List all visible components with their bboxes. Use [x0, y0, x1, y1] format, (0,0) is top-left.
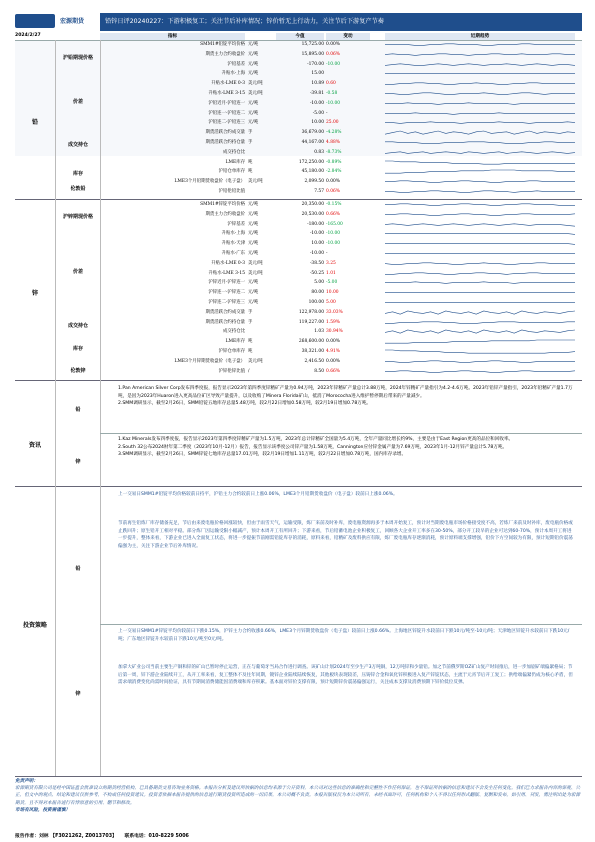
table-row — [100, 260, 582, 267]
row-value: 5.00 — [314, 280, 324, 286]
table-row — [100, 368, 582, 375]
strategy-zinc-label: 锌 — [75, 691, 81, 697]
row-name: 沪锌近月-沪锌连一 — [208, 280, 245, 286]
strategy-zinc-p2: 加拿大矿业公司当前主要生产铜和锌的矿山已暂时停止运营，正在与葡萄牙当局合作进行调查。该矿山计划2024年至少生产3万吨铜，12万吨锌和少量铅。加之节前俄罗斯OZ矿山复产时间推后，进一步加剧矿端偏紧格局；节后第一周，锌下游企业陆续开工，从开工率来看，复工整体不及往年同期，镀锌企业陆续陆续恢复，其他板块表现较差，压铸锌合金和氧化锌积极进入复产锌锭状态，主流于元宵节后开工复工；供给端偏紧仍成为核心矛盾，但需求端消费变化尚需时间验证，具有节期间消费储能因消费端和库存积累。基本面对锌价支撑有限，预计短期锌价震荡偏强运行，关注成本支撑及消费预期下锌价低位反弹。 — [118, 665, 573, 686]
trend-sparkline — [385, 120, 575, 125]
table-row — [100, 338, 582, 345]
trend-sparkline — [385, 271, 575, 276]
trend-sparkline — [385, 81, 575, 86]
trend-sparkline — [385, 71, 575, 76]
trend-sparkline — [385, 160, 575, 165]
trend-sparkline — [385, 300, 575, 305]
row-name: 升贴水-LME 3-15 — [208, 270, 245, 276]
table-row — [100, 270, 582, 277]
trend-sparkline — [385, 222, 575, 227]
trend-sparkline — [385, 359, 575, 364]
row-name: 期货主力合约收盘价 — [205, 51, 245, 57]
row-value: -39.81 — [309, 91, 324, 96]
trend-line — [385, 223, 575, 225]
trend-sparkline — [385, 101, 575, 106]
row-name: 升贴水-LME 0-3 — [211, 260, 245, 266]
trend-sparkline — [385, 290, 575, 295]
row-name: 沪铅连二-沪铅连三 — [208, 120, 245, 126]
trend-line — [385, 282, 575, 284]
row-unit: 元/吨 — [248, 251, 259, 256]
lead-group-stock: 库存 — [72, 171, 83, 177]
row-change: - — [326, 251, 328, 256]
row-unit: 元/吨 — [248, 42, 259, 47]
table-row — [100, 110, 582, 117]
trend-line — [385, 311, 575, 314]
table-row — [100, 139, 582, 146]
trend-line — [385, 340, 575, 343]
row-change: 4.88% — [326, 140, 340, 145]
disclaimer-body: 宏源期货有限公司是经中国证监会批准设立的期货经营机构，已具备期货交易咨询业务资格。本报告分析及建议所依据的信息均来源于公开资料，本公司对这些信息的准确性和完整性不作任何保证，也不保证所依据的信息和建议不会发生任何变化。我们已力求报告内容的客观、公正，但文中的观点、结论和建议仅供参考，不构成任何投资建议。投资者依据本报告提供的信息进行期货投资所造成的一切后果，本公司概不负责。本报告版权仅为本公司所有，未经书面许可，任何机构和个人不得以任何形式翻版、复制和发布。如引用、刊发，需注明出处为宏源期货，且不得对本报告进行有悖原意的引用、删节和修改。 — [15, 786, 581, 806]
row-value: -170.00 — [307, 61, 324, 67]
row-value: 15.00 — [311, 71, 324, 77]
trend-sparkline — [385, 310, 575, 315]
row-value: 7.57 — [314, 189, 324, 194]
table-row — [100, 129, 582, 136]
row-name: LME3个月锌期货收盘价（电子盘） — [174, 358, 245, 364]
trend-sparkline — [385, 369, 575, 374]
trend-line — [385, 152, 575, 154]
trend-line — [385, 131, 575, 134]
row-unit: 手 — [248, 140, 253, 145]
col-today: 今值 — [276, 33, 324, 40]
row-change: 10.00 — [326, 290, 339, 296]
row-unit: 元/吨 — [248, 231, 259, 237]
trend-sparkline — [385, 241, 575, 246]
table-row — [100, 299, 582, 306]
report-title-banner: 铅锌日评20240227：下游积极复工；关注节后补库情况；锌价暂无上行动力，关注节后下游复产节奏 — [100, 13, 582, 31]
row-value: 15,725.00 — [301, 42, 324, 47]
row-unit: 元/吨 — [248, 280, 259, 286]
trend-line — [385, 321, 575, 323]
row-value: 119,227.00 — [298, 319, 324, 325]
trend-line — [385, 83, 575, 85]
lead-group-volume: 成交持仓 — [67, 142, 88, 148]
row-value: 20,350.00 — [301, 202, 324, 207]
row-name: 期货活跃合约成交量 — [205, 309, 245, 315]
trend-sparkline — [385, 169, 575, 174]
trend-sparkline — [385, 91, 575, 96]
row-unit: 元/吨 — [248, 51, 259, 57]
table-row — [100, 149, 582, 156]
trend-sparkline — [385, 320, 575, 325]
row-unit: 元/吨 — [248, 71, 259, 77]
row-unit: 吨 — [248, 169, 253, 175]
row-value: 36,679.00 — [301, 130, 324, 136]
row-value: 10.00 — [311, 120, 324, 126]
table-row — [100, 168, 582, 175]
row-name: 沪铅近月-沪铅连一 — [208, 100, 245, 106]
row-change: 25.00 — [326, 120, 339, 126]
row-unit: 手 — [248, 319, 253, 325]
trend-line — [385, 170, 575, 173]
row-change: 1.59% — [326, 319, 340, 325]
row-unit: 元/吨 — [248, 211, 259, 217]
row-change: -0.15% — [326, 202, 342, 207]
trend-sparkline — [385, 339, 575, 344]
row-unit: 手 — [248, 130, 253, 136]
table-row — [100, 41, 582, 48]
row-unit: 美元/吨 — [248, 91, 263, 96]
divider — [100, 433, 582, 434]
row-value: -5.00 — [312, 110, 324, 116]
row-name: 期货活跃合约成交量 — [205, 130, 245, 136]
divider — [15, 776, 582, 777]
row-name: 成交持仓比 — [223, 329, 245, 335]
row-unit: 元/吨 — [248, 120, 259, 126]
row-unit: 美元/吨 — [248, 260, 263, 266]
row-value: 20,530.00 — [301, 211, 324, 217]
row-name: 升贴水-广东 — [221, 251, 245, 256]
row-unit: 元/吨 — [248, 110, 259, 116]
row-value: 44,167.00 — [301, 140, 324, 145]
row-value: 80.00 — [311, 290, 324, 296]
row-unit: 元/吨 — [248, 290, 259, 296]
disclaimer — [15, 778, 582, 814]
trend-sparkline — [385, 329, 575, 334]
lead-group-futures: 沪铅期现价格 — [62, 55, 93, 61]
row-change: -10.00 — [326, 231, 341, 237]
column-divider — [100, 40, 101, 776]
col-change: 变动 — [326, 33, 370, 40]
row-value: -10.00 — [309, 251, 324, 256]
trend-line — [385, 191, 575, 193]
table-row — [100, 348, 582, 355]
trend-line — [385, 112, 575, 114]
row-change: 0.06% — [326, 51, 340, 57]
row-change: 30.94% — [326, 329, 343, 335]
row-value: 0.83 — [314, 149, 324, 155]
row-change: -10.00 — [326, 100, 341, 106]
row-name: LME库存 — [225, 159, 245, 165]
lead-group-spread: 价差 — [72, 99, 83, 105]
row-name: 升贴水-天津 — [221, 241, 245, 247]
row-value: -10.00 — [309, 100, 324, 106]
table-row — [100, 319, 582, 326]
row-name: 沪锌基差 — [227, 221, 245, 227]
row-name: 升贴水-上海 — [221, 71, 245, 77]
table-row — [100, 70, 582, 77]
row-unit: 美元/吨 — [248, 270, 263, 276]
contact-phone: 联系电话：010-8229 5006 — [124, 834, 189, 839]
report-header — [0, 0, 595, 32]
table-row — [100, 119, 582, 126]
table-row — [100, 250, 582, 257]
row-name: 沪锌伦锌比值 — [218, 368, 245, 374]
trend-line — [385, 161, 575, 164]
row-unit: 吨 — [248, 349, 253, 354]
row-name: 升贴水-LME 3-15 — [208, 91, 245, 96]
table-row — [100, 90, 582, 97]
table-row — [100, 230, 582, 237]
trend-line — [385, 234, 575, 235]
row-value: 15,895.00 — [301, 51, 324, 57]
lead-group-ratio: 伦敦铅 — [70, 186, 86, 192]
trend-line — [385, 181, 575, 183]
row-value: 2,099.50 — [304, 179, 324, 185]
trend-sparkline — [385, 62, 575, 67]
row-unit: 元/吨 — [248, 100, 259, 106]
row-unit: 美元/吨 — [248, 358, 263, 364]
trend-line — [385, 103, 575, 105]
table-row — [100, 100, 582, 107]
trend-sparkline — [385, 212, 575, 217]
row-change: 0.00% — [326, 339, 340, 345]
row-value: 172,250.00 — [298, 159, 324, 165]
trend-line — [385, 350, 575, 353]
row-change: -2.84% — [326, 169, 342, 175]
news-zinc-label: 锌 — [75, 459, 81, 465]
news-section-label: 资讯 — [28, 442, 41, 449]
row-name: 沪锌仓单库存 — [218, 349, 245, 354]
row-unit: 元/吨 — [248, 241, 259, 247]
row-value: -38.50 — [309, 260, 324, 266]
row-change: 33.03% — [326, 309, 343, 315]
row-name: 成交持仓比 — [223, 149, 245, 155]
analyst-line — [15, 832, 189, 839]
row-name: LME库存 — [225, 339, 245, 345]
lead-section-label: 铅 — [31, 119, 38, 126]
row-change: 0.66% — [326, 211, 340, 217]
zinc-group-volume: 成交持仓 — [67, 323, 88, 329]
table-row — [100, 178, 582, 185]
trend-line — [385, 244, 575, 245]
table-row — [100, 188, 582, 195]
trend-sparkline — [385, 349, 575, 354]
row-value: 2,416.50 — [304, 358, 324, 364]
row-unit: 美元/吨 — [248, 81, 263, 87]
row-change: -165.00 — [326, 221, 343, 227]
disclaimer-title: 免责声明： — [15, 779, 38, 784]
row-value: 10.89 — [311, 81, 324, 87]
news-lead-label: 铅 — [75, 407, 81, 413]
row-change: 0.06% — [326, 189, 340, 194]
row-name: 期货活跃合约持仓量 — [205, 319, 245, 325]
row-change: 0.00% — [326, 358, 340, 364]
trend-sparkline — [385, 261, 575, 266]
trend-line — [385, 263, 575, 265]
divider — [100, 624, 582, 625]
zinc-group-futures: 沪锌期现价格 — [62, 214, 93, 220]
row-value: -50.25 — [309, 270, 324, 276]
row-name: 升贴水-LME 0-3 — [211, 81, 245, 87]
zinc-section-label: 锌 — [31, 290, 38, 297]
table-row — [100, 221, 582, 228]
trend-sparkline — [385, 280, 575, 285]
row-unit: 元/吨 — [248, 61, 259, 67]
row-name: SMM1#锌锭平均价格 — [200, 202, 245, 207]
row-value: 1.03 — [314, 329, 324, 335]
col-indicator: 指标 — [100, 33, 245, 40]
row-unit: / — [248, 368, 250, 374]
row-change: 4.91% — [326, 349, 340, 354]
row-unit: 元/吨 — [248, 202, 259, 207]
row-change: -10.00 — [326, 61, 341, 67]
trend-line — [385, 272, 575, 274]
zinc-group-ratio: 伦敦锌 — [70, 368, 86, 374]
row-change: -10.00 — [326, 241, 341, 247]
table-row — [100, 279, 582, 286]
table-row — [100, 309, 582, 316]
trend-sparkline — [385, 150, 575, 155]
table-row — [100, 159, 582, 166]
row-unit: 吨 — [248, 159, 253, 165]
row-change: -0.89% — [326, 159, 342, 165]
news-lead-text: 1.Pan American Silver Corp发布四季度报，报告显示2023年第四季度锌精矿产量为0.94万吨，2023年锌精矿产量总计3.88万吨，2024年锌精矿产量指引为4.2-4.6万吨。2023年铅锌产量指引，2023年铅精矿产量1.7万吨，是因为2023年Huaron进入更高品位矿区导致产量提升，以及收购了Minera Florida矿山，抵消了Morococha进入维护暂停期后带来的产量减少。 2.SMM调研显示，截至2月26日，SMM铅锭五地库存总量5.48万吨，较2月22日增加0.58万吨，较2月19日增加0.78万吨。 — [118, 386, 573, 407]
trend-sparkline — [385, 179, 575, 184]
row-change: 1.01 — [326, 270, 336, 276]
row-value: 38,321.00 — [301, 349, 324, 354]
row-name: 期货主力合约收盘价 — [205, 211, 245, 217]
table-row — [100, 61, 582, 68]
trend-line — [385, 370, 575, 372]
table-row — [100, 211, 582, 218]
trend-sparkline — [385, 130, 575, 135]
trend-sparkline — [385, 52, 575, 57]
row-name: 期货活跃合约持仓量 — [205, 140, 245, 145]
row-change: -8.73% — [326, 149, 342, 155]
row-change: 0.66% — [326, 368, 340, 374]
trend-sparkline — [385, 202, 575, 207]
row-value: 100.00 — [308, 300, 324, 305]
table-row — [100, 201, 582, 208]
zinc-group-spread: 价差 — [72, 269, 83, 275]
table-row — [100, 328, 582, 335]
row-change: - — [326, 110, 328, 116]
strategy-lead-p1: 上一交易日SMM1#铅锭平均价格较前日持平，沪铅主力合约较前日上涨0.06%，LME3个月铅期货收盘价（电子盘）较前日上涨0.06%。 — [118, 492, 398, 497]
row-value: 10.00 — [311, 241, 324, 247]
row-unit: 手 — [248, 309, 253, 315]
row-name: 沪铅连一-沪铅连二 — [208, 110, 245, 116]
logo-text: 宏源期货 — [60, 18, 85, 25]
trend-line — [385, 122, 575, 124]
table-row — [100, 240, 582, 247]
strategy-section-label: 投资策略 — [22, 622, 47, 629]
row-name: 沪铅仓单库存 — [218, 169, 245, 175]
row-value: -180.00 — [307, 221, 324, 227]
trend-sparkline — [385, 111, 575, 116]
trend-sparkline — [385, 251, 575, 256]
trend-line — [385, 214, 575, 216]
trend-sparkline — [385, 140, 575, 145]
strategy-zinc-p1: 上一交易日SMM1#锌锭平均价较前日下跌0.15%，沪锌主力合约收涨0.66%，LME3个月锌期货收盘价（电子盘）较前日上涨0.66%。上海地区锌锭升水较前日下跌10元/吨至-10元/吨；天津地区锌锭升水较前日下跌10元/吨；广东地区锌锭升水较前日下跌10元/吨至0元/吨。 — [118, 629, 570, 642]
row-value: 8.50 — [314, 368, 324, 374]
row-unit: 元/吨 — [248, 221, 259, 227]
table-row — [100, 51, 582, 58]
trend-line — [385, 63, 575, 65]
table-row — [100, 358, 582, 365]
row-change: 0.00% — [326, 179, 340, 185]
row-value: 122,978.00 — [298, 309, 324, 315]
row-name: 沪铅基差 — [227, 61, 245, 67]
table-row — [100, 289, 582, 296]
row-name: 沪锌连二-沪锌连三 — [208, 300, 245, 305]
analyst-name: 报告作者：刘林 — [15, 834, 49, 839]
row-change: 0.00% — [326, 42, 340, 47]
row-change: 0.60 — [326, 81, 336, 87]
trend-line — [385, 54, 575, 56]
strategy-lead-label: 铅 — [75, 566, 81, 572]
row-name: 沪铅伦铅比值 — [218, 189, 245, 194]
trend-line — [385, 361, 575, 363]
trend-line — [385, 93, 575, 95]
zinc-group-stock: 库存 — [72, 346, 83, 352]
analyst-id: 【F3021262, Z0013703】 — [50, 834, 117, 839]
row-unit: 元/吨 — [248, 300, 259, 305]
row-name: LME3个月铅期货收盘价（电子盘） — [174, 179, 245, 185]
trend-line — [385, 204, 575, 206]
trend-line — [385, 142, 575, 144]
row-change: 5.00 — [326, 300, 336, 305]
row-name: 沪锌连一-沪锌连二 — [208, 290, 245, 296]
col-trend: 近期趋势 — [385, 33, 575, 40]
trend-line — [385, 44, 575, 46]
row-unit: 美元/吨 — [248, 179, 263, 185]
row-change: 3.25 — [326, 260, 336, 266]
row-name: SMM1#铅锭平均价格 — [200, 42, 245, 47]
row-unit: 吨 — [248, 339, 253, 345]
trend-sparkline — [385, 42, 575, 47]
trend-line — [385, 330, 575, 333]
trend-sparkline — [385, 231, 575, 236]
risk-note: 市场有风险，投资需谨慎！ — [15, 807, 71, 813]
trend-sparkline — [385, 189, 575, 194]
row-name: 升贴水-上海 — [221, 231, 245, 237]
row-value: -10.00 — [309, 231, 324, 237]
row-change: -5.00 — [326, 280, 338, 286]
news-zinc-text: 1.Kaz Minerals发布四季度报，报告显示2023年第四季度锌精矿产量为1.5万吨，2023年总计锌精矿全国量为5.4万吨，全年产量同比增长约9%，主要是由于East Region更高的品位和回收率。 2.South 32公布2024财年第二季度（2023年10月-12月）报告，报告显示该季度公司锌产量为1.58万吨，Cannington应付锌金属产量为7.69万吨，2023年1月-12月锌产量总计5.78万吨。 3.SMM调研显示，截至2月26日，SMM锌锭七地库存总量17.01万吨，较2月19日增加1.11万吨，较2月22日增加0.78万吨，国内库存录增。 — [118, 437, 514, 458]
strategy-lead-p2: 节前再生铅炼厂库存储备充足，节后由来废电瓶价格回涨较快，但由于雨雪天气，运输受限，炼厂来前及时补库，废电瓶资源再多于本周开始复工，预计对当期废电瓶市场价格接受度不高，若炼厂来前及时补库，废电瓶价格或止跌回升；原生铅开工相对平稳。部分炼厂因运输受限小幅减产，预计本周开工有所回升；下游来看，节后铅蓄电池企业积极复工，回顾各大企业开工率多在30-50%，部分开工较早的企业可达到60-70%，预计本周开工将进一步提升，整体来看，下游企业已进入全面复工状态，将进一步提振节前刚需铅锭库存的消耗，原料来看，铅精矿及废料供应有限，炼厂废电瓶库存逐渐消耗，预计原料端支撑增强，铅价下方空间较为有限，预计短期铅价震荡偏强为主，关注下游企业节后补库情况。 — [118, 521, 573, 549]
table-row — [100, 80, 582, 87]
company-logo — [15, 14, 55, 28]
report-date: 2024/2/27 — [15, 33, 41, 38]
row-change: -4.28% — [326, 130, 342, 136]
row-value: 268,600.00 — [298, 339, 324, 345]
row-value: 45,180.00 — [301, 169, 324, 175]
row-change: -0.58 — [326, 91, 338, 96]
